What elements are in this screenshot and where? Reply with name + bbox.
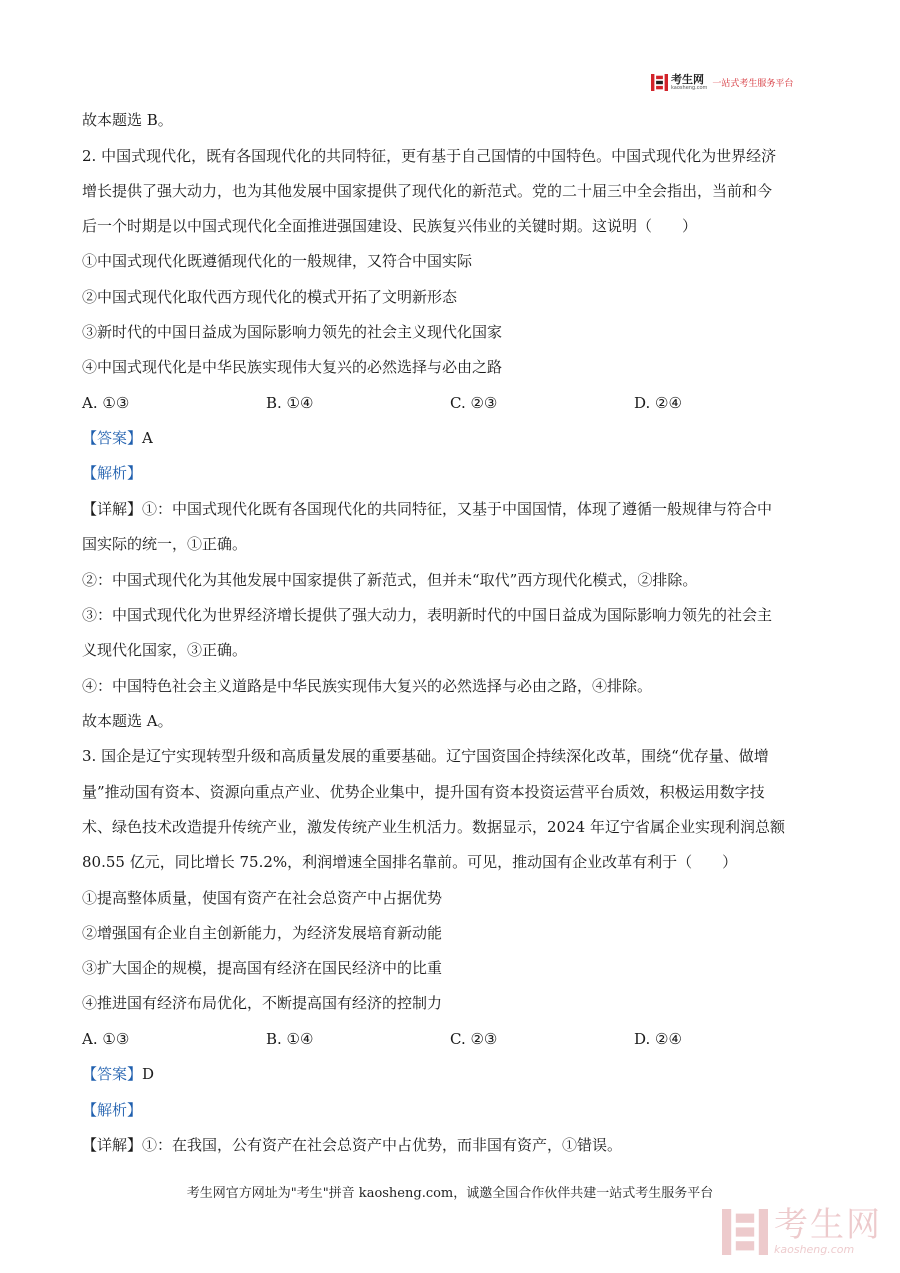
q3-option-a: A. ①③ bbox=[82, 1030, 130, 1048]
watermark-cn: 考生网 bbox=[774, 1205, 882, 1245]
q2-option-a: A. ①③ bbox=[82, 394, 130, 412]
answer-value: D bbox=[142, 1065, 155, 1083]
answer-tag: 【答案】 bbox=[82, 429, 143, 447]
q2-stem-line: 后一个时期是以中国式现代化全面推进强国建设、民族复兴伟业的关键时期。这说明（ ） bbox=[82, 217, 698, 235]
answer-tag: 【答案】 bbox=[82, 1065, 143, 1083]
q3-item: ④推进国有经济布局优化，不断提高国有经济的控制力 bbox=[82, 994, 443, 1012]
q2-stem-line: 2. 中国式现代化，既有各国现代化的共同特征，更有基于自己国情的中国特色。中国式现代化为世界经济 bbox=[82, 147, 777, 165]
q2-answer bbox=[82, 428, 822, 448]
q2-option-d: D. ②④ bbox=[634, 394, 682, 412]
logo-slogan: 一站式考生服务平台 bbox=[712, 79, 794, 89]
detail-tag: 【详解】 bbox=[82, 500, 143, 518]
q2-detail-line: ③：中国式现代化为世界经济增长提供了强大动力，表明新时代的中国日益成为国际影响力领先的社会主 bbox=[82, 606, 773, 624]
watermark-en: kaosheng.com bbox=[774, 1243, 855, 1256]
q2-item: ③新时代的中国日益成为国际影响力领先的社会主义现代化国家 bbox=[82, 323, 503, 341]
q2-detail-line bbox=[82, 499, 822, 519]
q3-item: ③扩大国企的规模，提高国有经济在国民经济中的比重 bbox=[82, 959, 443, 977]
logo-name: 考生网 bbox=[671, 73, 704, 86]
q2-detail-line: 义现代化国家，③正确。 bbox=[82, 641, 248, 659]
q2-option-b: B. ①④ bbox=[266, 394, 314, 412]
detail-text: ①：在我国，公有资产在社会总资产中占优势，而非国有资产，①错误。 bbox=[142, 1136, 623, 1154]
q2-item: ①中国式现代化既遵循现代化的一般规律，又符合中国实际 bbox=[82, 252, 473, 270]
analysis-tag: 【解析】 bbox=[82, 464, 143, 482]
q3-item: ①提高整体质量，使国有资产在社会总资产中占据优势 bbox=[82, 889, 443, 907]
detail-tag: 【详解】 bbox=[82, 1136, 143, 1154]
q2-item: ④中国式现代化是中华民族实现伟大复兴的必然选择与必由之路 bbox=[82, 358, 503, 376]
q3-stem-line: 3. 国企是辽宁实现转型升级和高质量发展的重要基础。辽宁国资国企持续深化改革，围绕“优存量、做增 bbox=[82, 747, 769, 765]
q3-answer bbox=[82, 1064, 822, 1084]
q3-stem-line: 量”推动国有资本、资源向重点产业、优势企业集中，提升国有资本投资运营平台质效，积极运用数字技 bbox=[82, 783, 765, 801]
q2-detail-line: ④：中国特色社会主义道路是中华民族实现伟大复兴的必然选择与必由之路，④排除。 bbox=[82, 677, 653, 695]
detail-text: ①：中国式现代化既有各国现代化的共同特征，又基于中国国情，体现了遵循一般规律与符合中 bbox=[142, 500, 773, 518]
header-logo[interactable] bbox=[651, 74, 793, 91]
answer-value: A bbox=[142, 429, 153, 447]
q3-option-c: C. ②③ bbox=[450, 1030, 498, 1048]
q2-detail-line: 国实际的统一，①正确。 bbox=[82, 535, 248, 553]
analysis-tag: 【解析】 bbox=[82, 1101, 143, 1119]
prev-conclusion: 故本题选 B。 bbox=[82, 111, 173, 129]
watermark-text bbox=[774, 1205, 882, 1256]
q3-item: ②增强国有企业自主创新能力，为经济发展培育新动能 bbox=[82, 924, 443, 942]
footer-text: 考生网官方网址为"考生"拼音 kaosheng.com，诚邀全国合作伙伴共建一站式考生服务平台 bbox=[186, 1186, 714, 1201]
q2-analysis bbox=[82, 463, 822, 483]
q3-option-b: B. ①④ bbox=[266, 1030, 314, 1048]
q3-stem-line: 术、绿色技术改造提升传统产业，激发传统产业生机活力。数据显示，2024 年辽宁省属企业实现利润总额 bbox=[82, 818, 785, 836]
q3-detail-line bbox=[82, 1135, 822, 1155]
q2-item: ②中国式现代化取代西方现代化的模式开拓了文明新形态 bbox=[82, 288, 458, 306]
q2-stem-line: 增长提供了强大动力，也为其他发展中国家提供了现代化的新范式。党的二十届三中全会指出，当前和今 bbox=[82, 182, 773, 200]
q2-detail-line: ②：中国式现代化为其他发展中国家提供了新范式，但并未“取代”西方现代化模式，②排除。 bbox=[82, 571, 698, 589]
q2-option-c: C. ②③ bbox=[450, 394, 498, 412]
q2-conclusion: 故本题选 A。 bbox=[82, 712, 173, 730]
logo-domain: kaosheng.com bbox=[671, 85, 708, 91]
kaosheng-watermark-icon bbox=[722, 1209, 768, 1255]
watermark bbox=[722, 1205, 882, 1256]
q3-analysis bbox=[82, 1100, 822, 1120]
q3-stem-line: 80.55 亿元，同比增长 75.2%，利润增速全国排名靠前。可见，推动国有企业改革有利于（ ） bbox=[82, 853, 738, 871]
kaosheng-logo-icon bbox=[651, 74, 668, 91]
logo-text bbox=[671, 74, 707, 91]
q3-option-d: D. ②④ bbox=[634, 1030, 682, 1048]
